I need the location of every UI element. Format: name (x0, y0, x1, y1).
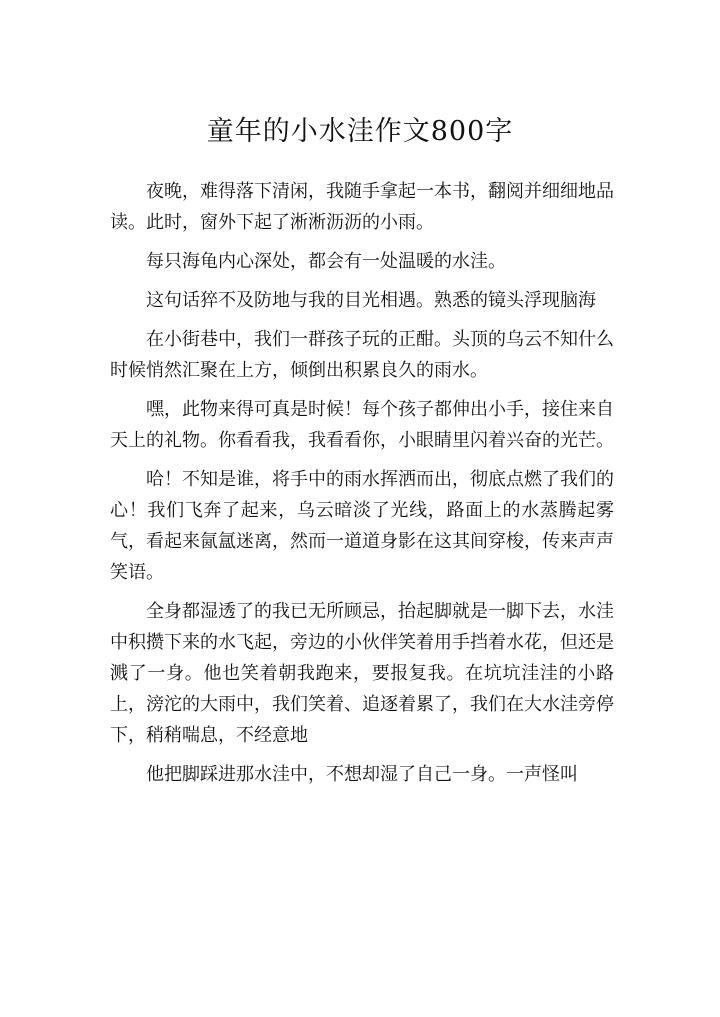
paragraph: 在小街巷中，我们一群孩子玩的正酣。头顶的乌云不知什么时候悄然汇聚在上方，倾倒出积累良久的雨水。 (110, 329, 614, 381)
paragraph: 全身都湿透了的我已无所顾忌，抬起脚就是一脚下去，水洼中积攒下来的水飞起，旁边的小伙伴笑着用手挡着水花，但还是溅了一身。他也笑着朝我跑来，要报复我。在坑坑洼洼的小路上，滂沱的大雨中，我们笑着、追逐着累了，我们在大水洼旁停下，稍稍喘息，不经意地 (110, 601, 614, 746)
document-title: 童年的小水洼作文800字 (206, 116, 514, 147)
paragraph: 哈！不知是谁，将手中的雨水挥洒而出，彻底点燃了我们的心！我们飞奔了起来，乌云暗淡了光线，路面上的水蒸腾起雾气，看起来氤氲迷离，然而一道道身影在这其间穿梭，传来声声笑语。 (110, 469, 614, 583)
paragraph: 他把脚踩进那水洼中，不想却湿了自己一身。一声怪叫 (146, 764, 578, 785)
paragraph: 这句话猝不及防地与我的目光相遇。熟悉的镜头浮现脑海 (146, 290, 596, 311)
paragraph: 夜晚，难得落下清闲，我随手拿起一本书，翻阅并细细地品读。此时，窗外下起了淅淅沥沥的小雨。 (110, 181, 614, 233)
paragraph: 每只海龟内心深处，都会有一处温暖的水洼。 (146, 251, 506, 272)
paragraph: 嘿，此物来得可真是时候！每个孩子都伸出小手，接住来自天上的礼物。你看看我，我看看你，小眼睛里闪着兴奋的光芒。 (110, 399, 614, 451)
document-body (110, 176, 614, 798)
